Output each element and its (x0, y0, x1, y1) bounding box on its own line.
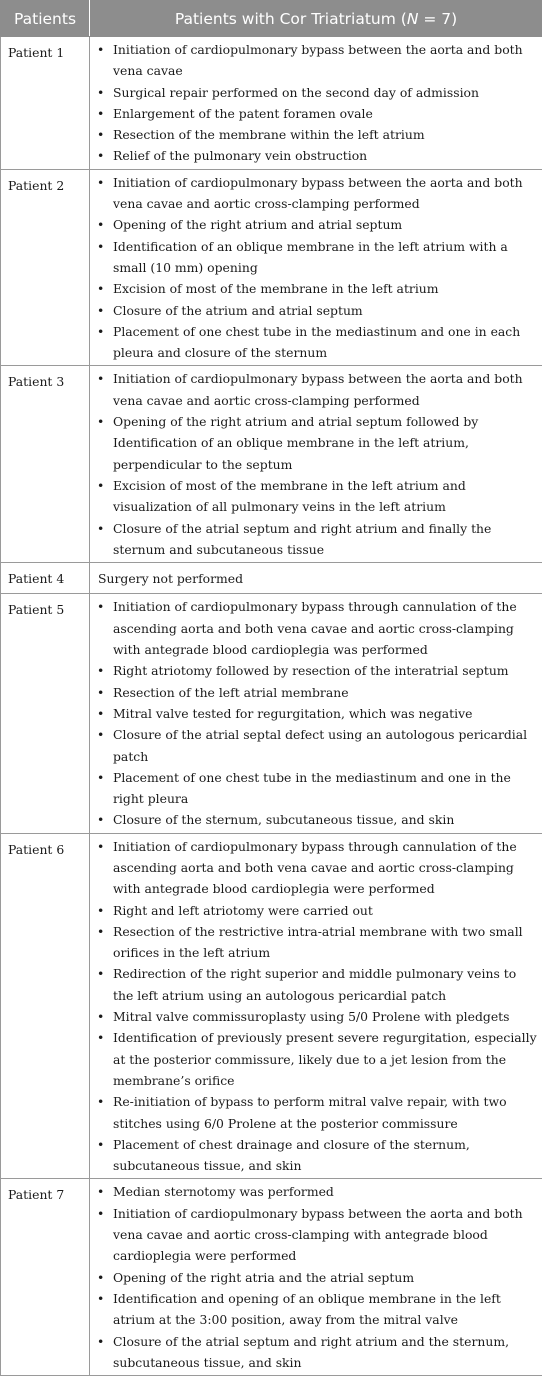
header-prefix: Patients with Cor Triatriatum ( (175, 10, 407, 28)
list-item: • Resection of the left atrial membrane (90, 682, 542, 703)
header-cor-triatriatum (90, 1, 542, 37)
table-row (1, 833, 542, 1179)
list-item: • Placement of one chest tube in the mediastinum and one in the right pleura (90, 767, 542, 810)
list-item: • Closure of the sternum, subcutaneous tissue, and skin (90, 809, 542, 830)
patient-cell: Patient 4 (1, 563, 90, 594)
procedure-list (90, 834, 542, 1179)
list-item: • Initiation of cardiopulmonary bypass through cannulation of the ascending aorta and both vena cavae and aortic cross-clamping with antegrade blood cardioplegia was performed (90, 596, 542, 660)
list-item: • Excision of most of the membrane in the left atrium (90, 278, 542, 299)
procedure-cell: Surgery not performed (90, 563, 542, 594)
table-row (1, 366, 542, 563)
list-item: • Identification and opening of an oblique membrane in the left atrium at the 3:00 position, away from the mitral valve (90, 1288, 542, 1331)
list-item: • Resection of the restrictive intra-atrial membrane with two small orifices in the left atrium (90, 921, 542, 964)
list-item: • Closure of the atrium and atrial septum (90, 300, 542, 321)
patient-cell: Patient 5 (1, 594, 90, 833)
list-item: • Excision of most of the membrane in the left atrium and visualization of all pulmonary veins in the left atrium (90, 475, 542, 518)
patient-cell: Patient 6 (1, 833, 90, 1179)
header-patients: Patients (1, 1, 90, 37)
list-item: • Enlargement of the patent foramen ovale (90, 103, 542, 124)
list-item: • Median sternotomy was performed (90, 1181, 542, 1202)
list-item: • Right atriotomy followed by resection of the interatrial septum (90, 660, 542, 681)
procedure-cell (90, 37, 542, 170)
header-row (1, 1, 542, 37)
list-item: • Mitral valve commissuroplasty using 5/0 Prolene with pledgets (90, 1006, 542, 1027)
table-row (1, 169, 542, 366)
list-item: • Opening of the right atrium and atrial septum (90, 214, 542, 235)
patient-cell: Patient 7 (1, 1179, 90, 1376)
list-item: • Identification of an oblique membrane in the left atrium with a small (10 mm) opening (90, 236, 542, 279)
table-row (1, 1179, 542, 1376)
procedure-cell (90, 366, 542, 563)
list-item: • Mitral valve tested for regurgitation, which was negative (90, 703, 542, 724)
header-n: N (407, 10, 419, 28)
patient-cell: Patient 2 (1, 169, 90, 366)
procedure-list (90, 594, 542, 832)
list-item: • Redirection of the right superior and middle pulmonary veins to the left atrium using an autologous pericardial patch (90, 963, 542, 1006)
list-item: • Opening of the right atria and the atrial septum (90, 1267, 542, 1288)
list-item: • Relief of the pulmonary vein obstruction (90, 145, 542, 166)
table-row (1, 563, 542, 594)
list-item: • Opening of the right atrium and atrial septum followed by Identification of an oblique membrane in the left atrium, perpendicular to the septum (90, 411, 542, 475)
list-item: • Initiation of cardiopulmonary bypass between the aorta and both vena cavae and aortic cross-clamping performed (90, 172, 542, 215)
procedure-cell (90, 594, 542, 833)
procedure-list (90, 366, 542, 562)
list-item: • Initiation of cardiopulmonary bypass between the aorta and both vena cavae and aortic cross-clamping performed (90, 368, 542, 411)
list-item: • Placement of chest drainage and closure of the sternum, subcutaneous tissue, and skin (90, 1134, 542, 1177)
list-item: • Re-initiation of bypass to perform mitral valve repair, with two stitches using 6/0 Prolene at the posterior commissure (90, 1091, 542, 1134)
procedure-cell (90, 169, 542, 366)
list-item: • Surgical repair performed on the second day of admission (90, 82, 542, 103)
table-body (1, 37, 542, 1376)
list-item: • Initiation of cardiopulmonary bypass between the aorta and both vena cavae (90, 39, 542, 82)
table-row (1, 37, 542, 170)
procedure-cell (90, 833, 542, 1179)
list-item: • Closure of the atrial septal defect using an autologous pericardial patch (90, 724, 542, 767)
procedure-cell (90, 1179, 542, 1376)
header-suffix: = 7) (418, 10, 457, 28)
patient-cell: Patient 1 (1, 37, 90, 170)
patient-cell: Patient 3 (1, 366, 90, 563)
list-item: • Closure of the atrial septum and right atrium and the sternum, subcutaneous tissue, and skin (90, 1331, 542, 1374)
list-item: • Resection of the membrane within the left atrium (90, 124, 542, 145)
list-item: • Right and left atriotomy were carried out (90, 900, 542, 921)
procedure-list (90, 170, 542, 366)
list-item: • Initiation of cardiopulmonary bypass through cannulation of the ascending aorta and both vena cavae and aortic cross-clamping with antegrade blood cardioplegia were performed (90, 836, 542, 900)
list-item: • Closure of the atrial septum and right atrium and finally the sternum and subcutaneous tissue (90, 518, 542, 561)
list-item: • Placement of one chest tube in the mediastinum and one in each pleura and closure of the sternum (90, 321, 542, 364)
list-item: • Initiation of cardiopulmonary bypass between the aorta and both vena cavae and aortic cross-clamping with antegrade blood cardioplegia were performed (90, 1203, 542, 1267)
list-item: • Identification of previously present severe regurgitation, especially at the posterior commissure, likely due to a jet lesion from the membrane’s orifice (90, 1027, 542, 1091)
table-row (1, 594, 542, 833)
procedure-list (90, 1179, 542, 1375)
procedure-list (90, 37, 542, 169)
